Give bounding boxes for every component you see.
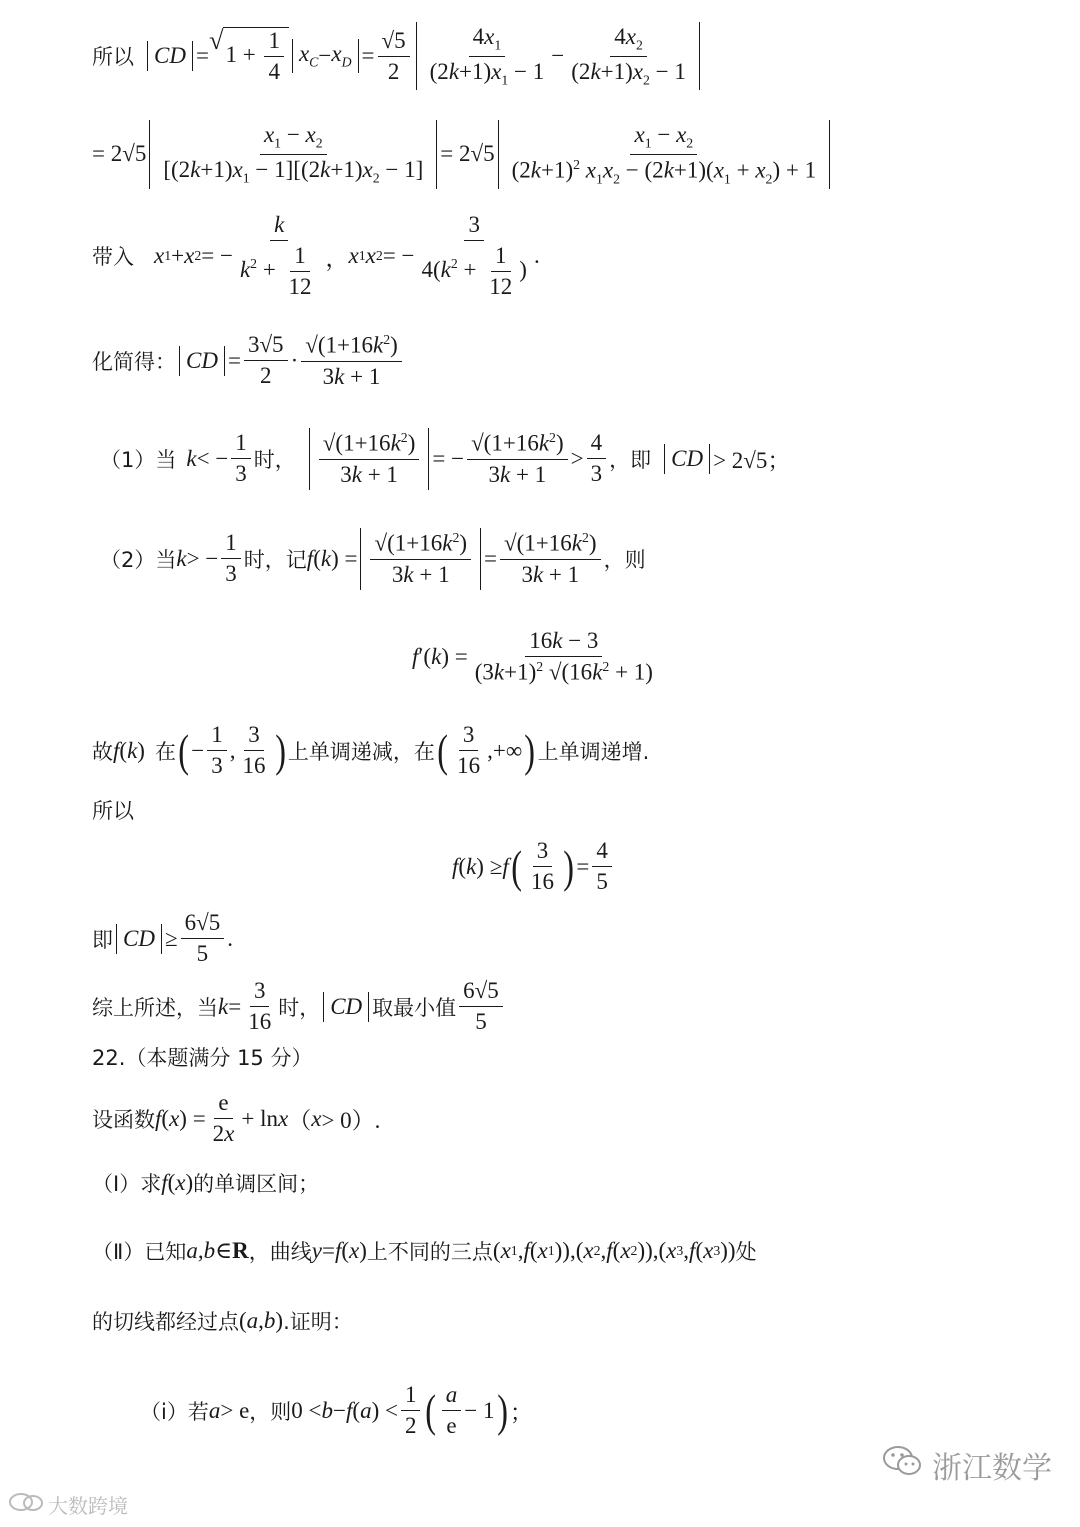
equation-line-15: （Ⅰ）求 f ( x ) 的单调区间； [92, 1170, 320, 1196]
text-case1-b: 时， [253, 447, 296, 472]
text-part1-a: （Ⅰ）求 [92, 1172, 162, 1196]
equation-line-18: （i）若 a > e ，则 0 < b − f ( a ) < $\frac{1}{2}$ ( $\frac{a}{e}$ − 1 ) ； [140, 1382, 533, 1438]
text-shehanshu: 设函数 [92, 1107, 155, 1132]
equation-line-5: （1）当 k < − $\frac{1}{3}$ 时， $\frac{√(1+16k^2)}{3k + 1}$ = − $\frac{√(1+16k^2)}{3k + 1}$ > $\frac{4}{3}$ ，即 CD > 2√5； [100, 428, 790, 490]
equation-line-2: = 2√5 $\frac{x_1 - x_2}{[(2k+1)x_1 - 1][(2k+1)x_2 - 1]}$ = 2√5 $\frac{x_1 - x_2}{(2k+1)^2 x_1x_2 - (2k+1)(x_1 + x_2) + 1}$ [92, 120, 833, 189]
text-ji: 即 [92, 927, 113, 952]
text-dairu: 带入 [92, 245, 134, 269]
text-case1-c: ，即 [609, 447, 652, 472]
watermark-left-text: 大数跨境 [48, 1494, 128, 1518]
text-shi: 时， [278, 995, 321, 1020]
watermark-right-text: 浙江数学 [932, 1451, 1052, 1486]
text-zai: 在 [154, 739, 176, 764]
text-case2-c: ，则 [603, 547, 646, 572]
text-case2-a: （2）当 [100, 547, 177, 572]
equation-line-17: 的切线都经过点 ( a , b ) .证明： [92, 1308, 353, 1334]
text-part2-line2-b: .证明： [283, 1310, 353, 1334]
watermark-right [882, 1443, 1052, 1487]
text-part2-b: ，曲线 [248, 1240, 312, 1264]
text-parti-a: （i）若 [140, 1399, 209, 1424]
equation-line-8: 故 f ( k ) 在 ( − $\frac{1}{3}$ , $\frac{3}{16}$ ) 上单调递减，在 ( $\frac{3}{16}$ ,+∞ ) 上单调递增. [92, 722, 650, 778]
question-22-header [92, 1042, 312, 1072]
text-q22: 22.（本题满分 15 分） [92, 1046, 313, 1070]
wechat-icon [882, 1444, 922, 1486]
text-quzuixiao: 取最小值 [372, 995, 457, 1020]
equation-line-10: f ( k ) ≥ f ( $\frac{3}{16}$ ) = $\frac{4}{5}$ [452, 838, 615, 895]
equation-line-12: 综上所述，当 k = $\frac{3}{16}$ 时， CD 取最小值 $\frac{6√5}{5}$ [92, 978, 506, 1035]
equation-line-6: （2）当 k > − $\frac{1}{3}$ 时，记 f ( k ) = $\frac{√(1+16k^2)}{3k + 1}$ = $\frac{√(1+16k^2)}{3k + 1}$ ，则 [100, 528, 646, 590]
text-zongshang: 综上所述，当 [92, 995, 218, 1020]
text-part2-a: （Ⅱ）已知 [92, 1240, 187, 1264]
equation-line-16: （Ⅱ）已知 a , b ∈ R ，曲线 y = f ( x ) 上不同的三点 ( x 1 , f ( x 1 )),( x 2 , f ( x 2 )),( x 3 , f ( x 3 )) 处 [92, 1238, 757, 1264]
text-gu: 故 [92, 739, 113, 764]
equation-line-9 [92, 795, 134, 825]
equation-line-4: 化简得： CD = $\frac{3√5}{2}$ · $\frac{√(1+16k^2)}{3k + 1}$ [92, 332, 405, 390]
text-huajiande: 化简得： [92, 349, 176, 374]
text-parti-b: ，则 [249, 1399, 292, 1424]
equation-line-1: 所以 CD = √ 1 + $\frac{1}{4}$ $x_C$ − $x_D$ = $\frac{√5}{2}$ $\frac{4x_1}{(2k+1)x_1 - 1}$ − $\frac{4x_2}{(2k+1)x_2 - 1}$ [92, 22, 703, 90]
text-case2-b: 时，记 [243, 547, 307, 572]
text-suoyi: 所以 [92, 45, 134, 70]
text-part2-d: 处 [735, 1240, 757, 1264]
text-case1-a: （1）当 [100, 447, 177, 472]
equation-line-7: f ′( k ) = $\frac{16k - 3}{(3k+1)^2 √(16k^2 + 1)}$ [412, 628, 653, 685]
equation-line-14: 设函数 f ( x ) = $\frac{e}{2x}$ + ln x （ x > 0）. [92, 1090, 381, 1146]
text-suoyi2: 所以 [92, 799, 134, 823]
watermark-left [8, 1490, 128, 1519]
text-dizeng: 上单调递增. [537, 739, 650, 764]
equation-line-3: 带入 x 1 + x 2 = − k $k^2$ + $\frac{1}{12}$ ， x 1 x 2 = − 3 $4(k^2$ + $\frac{1}{12}$ ) . [92, 212, 540, 299]
text-dijian: 上单调递减，在 [287, 739, 435, 764]
text-part2-c: 上不同的三点 [366, 1240, 493, 1264]
text-part2-line2-a: 的切线都经过点 [92, 1310, 239, 1334]
equation-line-11: 即 CD ≥ $\frac{6√5}{5}$ . [92, 910, 233, 966]
chat-bubble-icon [8, 1491, 44, 1518]
text-part1-b: 的单调区间； [193, 1172, 320, 1196]
